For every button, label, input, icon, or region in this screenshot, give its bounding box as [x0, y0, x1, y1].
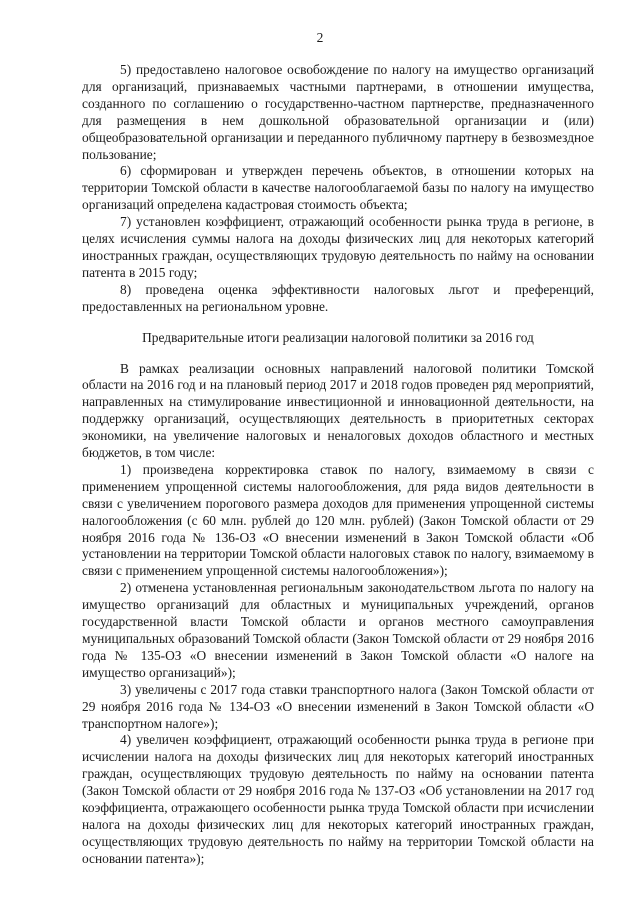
list-item-6: 6) сформирован и утвержден перечень объектов, в отношении которых на территории Томской области в качестве налогооблагаемой базы по налогу на имущество организаций определена кадастровая стоимость объекта;: [82, 163, 594, 213]
page-number: 2: [316, 30, 324, 45]
list-item-8: 8) проведена оценка эффективности налоговых льгот и преференций, предоставленных на региональном уровне.: [82, 281, 594, 314]
result-item-1: 1) произведена корректировка ставок по налогу, взимаемому в связи с применением упрощенной системы налогообложения, для ряда видов деятельности в связи с увеличением порогового размера доходов для применения упрощенной системы налогообложения (с 60 млн. рублей до 120 млн. рублей) (Закон Томской области от 29 ноября 2016 года № 136-ОЗ «О внесении изменений в Закон Томской области «Об установлении на территории Томской области налоговых ставок по налогу, взимаемому в связи с применением упрощенной системы налогообложения»);: [82, 461, 594, 579]
section-heading: Предварительные итоги реализации налоговой политики за 2016 год: [142, 329, 534, 345]
result-item-2: 2) отменена установленная региональным законодательством льгота по налогу на имущество организаций для областных и муниципальных учреждений, органов государственной власти Томской области и органов местного самоуправления муниципальных образований Томской области (Закон Томской области от 29 ноября 2016 года № 135-ОЗ «О внесении изменений в Закон Томской области «О налоге на имущество организаций»);: [82, 580, 594, 680]
list-item-5: 5) предоставлено налоговое освобождение по налогу на имущество организаций для организаций, признаваемых частными партнерами, в отношении имущества, созданного по соглашению о государственно-частном партнерстве, предназначенного для размещения в нем дошкольной образовательной организации и (или) общеобразовательной организации и переданного публичному партнеру в безвозмездное пользование;: [82, 62, 594, 162]
result-item-4: 4) увеличен коэффициент, отражающий особенности рынка труда в регионе при исчислении налога на доходы физических лиц для некоторых категорий иностранных граждан, осуществляющих трудовую деятельность по найму на основании патента (Закон Томской области от 29 ноября 2016 года № 137-ОЗ «Об установлении на 2017 год коэффициента, отражающего особенности рынка труда Томской области при исчислении налога на доходы физических лиц для некоторых категорий иностранных граждан, осуществляющих трудовую деятельность по найму на территории Томской области на основании патента»);: [82, 732, 594, 866]
document-body: [82, 62, 594, 868]
result-item-3: 3) увеличены с 2017 года ставки транспортного налога (Закон Томской области от 29 ноября 2016 года № 134-ОЗ «О внесении изменений в Закон Томской области «О транспортном налоге»);: [82, 681, 594, 731]
list-item-7: 7) установлен коэффициент, отражающий особенности рынка труда в регионе, в целях исчисления суммы налога на доходы физических лиц для некоторых категорий иностранных граждан, осуществляющих трудовую деятельность по найму на основании патента в 2015 году;: [82, 214, 594, 280]
intro-paragraph: В рамках реализации основных направлений налоговой политики Томской области на 2016 год и на плановый период 2017 и 2018 годов проведен ряд мероприятий, направленных на стимулирование инвестиционной и инновационной деятельности, на поддержку организаций, осуществляющих деятельность в приоритетных секторах экономики, на увеличение налоговых и неналоговых доходов областного и местных бюджетов, в том числе:: [82, 360, 594, 461]
